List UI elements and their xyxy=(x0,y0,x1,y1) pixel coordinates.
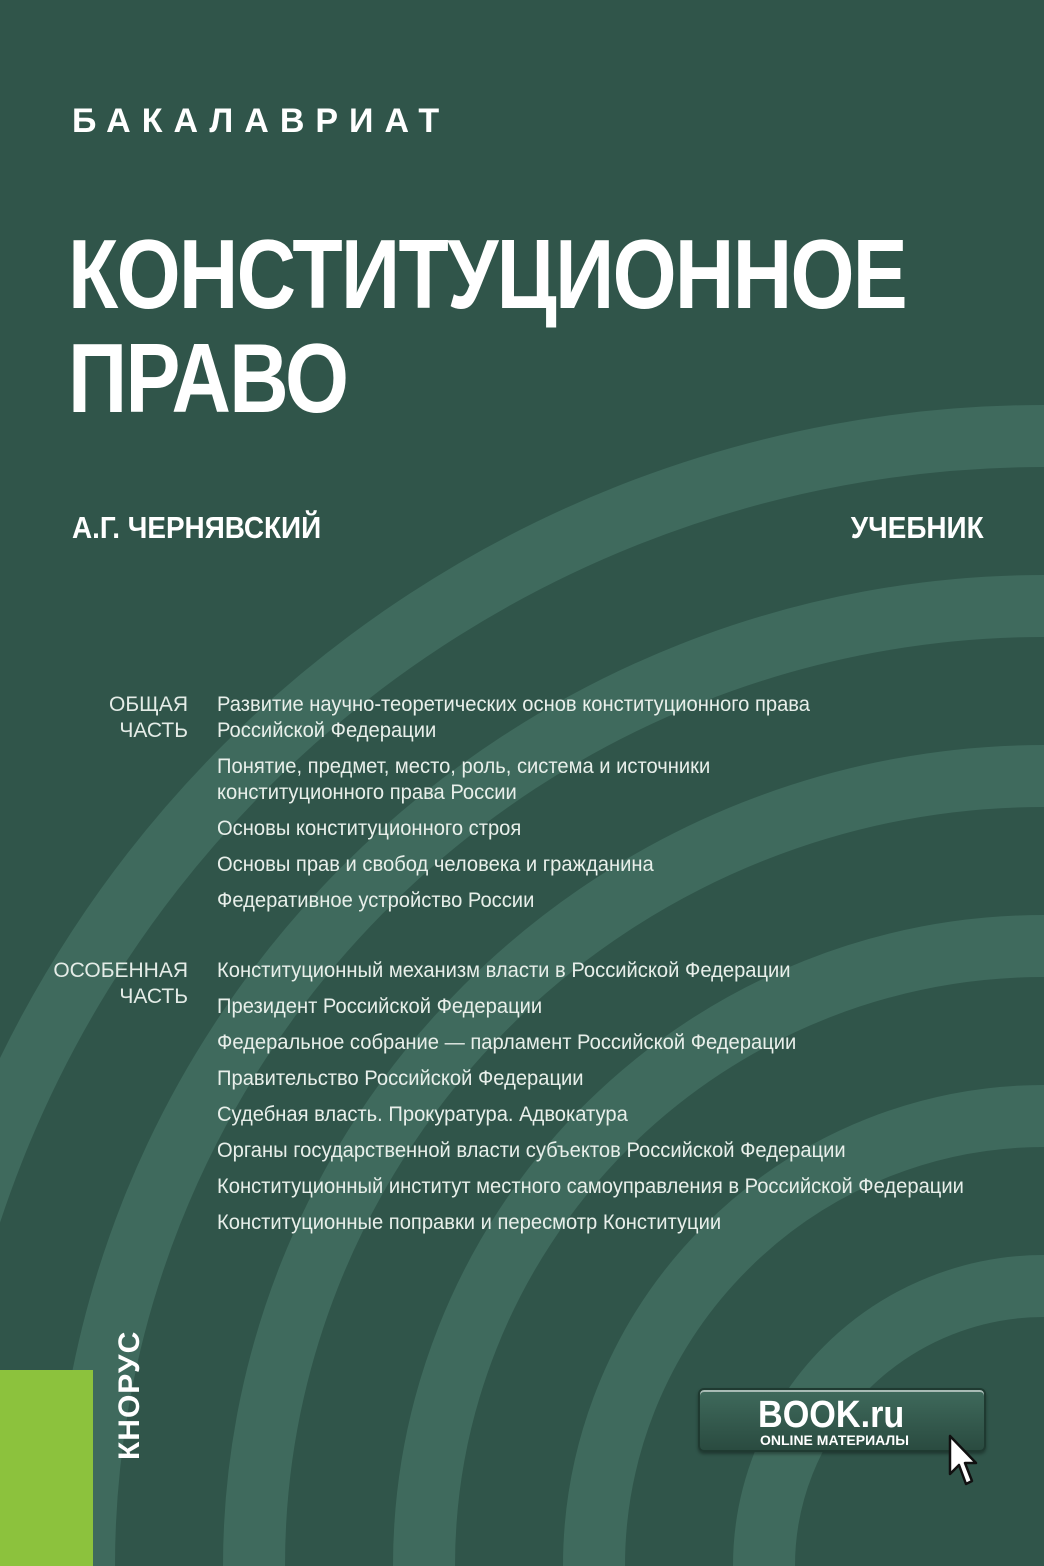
publisher-name: КНОРУС xyxy=(113,1330,146,1460)
series-label: БАКАЛАВРИАТ xyxy=(72,102,451,140)
topic-item: Федеративное устройство России xyxy=(217,889,535,912)
topic-item: Судебная власть. Прокуратура. Адвокатура xyxy=(217,1103,628,1126)
author-name: А.Г. ЧЕРНЯВСКИЙ xyxy=(72,510,322,545)
topic-item: Конституционный институт местного самоуправления в Российской Федерации xyxy=(217,1175,964,1198)
badge-subtitle: ONLINE МАТЕРИАЛЫ xyxy=(760,1432,909,1448)
topic-item: Правительство Российской Федерации xyxy=(217,1067,584,1090)
book-title-line1: КОНСТИТУЦИОННОЕ xyxy=(68,219,907,329)
general-part-label-line2: ЧАСТЬ xyxy=(119,719,188,742)
special-part-label-line1: ОСОБЕННАЯ xyxy=(53,959,188,982)
topic-item: Конституционные поправки и пересмотр Конституции xyxy=(217,1211,722,1234)
topic-item: Развитие научно-теоретических основ конституционного права Российской Федерации xyxy=(217,693,811,742)
accent-green-block xyxy=(0,1370,93,1566)
book-type-label: УЧЕБНИК xyxy=(851,510,984,545)
general-part-topics xyxy=(217,692,1037,924)
general-part-label xyxy=(0,692,188,744)
special-part-label xyxy=(0,958,188,1010)
topic-item: Органы государственной власти субъектов Российской Федерации xyxy=(217,1139,846,1162)
pointer-cursor-icon xyxy=(948,1434,978,1488)
topic-item: Президент Российской Федерации xyxy=(217,995,543,1018)
special-part-label-line2: ЧАСТЬ xyxy=(119,985,188,1008)
general-part-label-line1: ОБЩАЯ xyxy=(109,693,188,716)
special-part-topics xyxy=(217,958,1037,1246)
topic-item: Основы конституционного строя xyxy=(217,817,522,840)
book-title-line2: ПРАВО xyxy=(68,323,348,433)
topic-item: Понятие, предмет, место, роль, система и источники конституционного права России xyxy=(217,755,711,804)
topic-item: Конституционный механизм власти в Российской Федерации xyxy=(217,959,791,982)
badge-title: BOOK.ru xyxy=(758,1394,905,1436)
book-title xyxy=(68,219,907,433)
topic-item: Основы прав и свобод человека и гражданина xyxy=(217,853,654,876)
topic-item: Федеральное собрание — парламент Российской Федерации xyxy=(217,1031,797,1054)
book-ru-badge[interactable] xyxy=(698,1388,986,1452)
